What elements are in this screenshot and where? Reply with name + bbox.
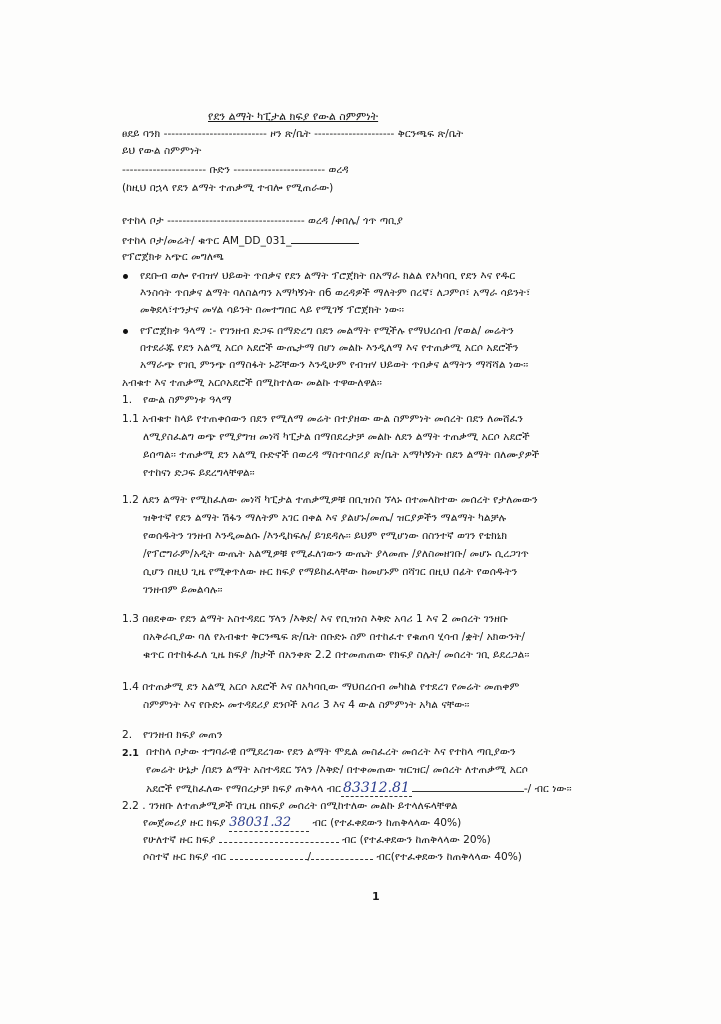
section-2-heading: የገንዘብ ክፍያ መጠን [143, 729, 223, 741]
section-2-number: 2. [122, 729, 133, 741]
clause-1-2-line-4: /የፕሮግራም/አዲት ውጤት አልሚዎቹ የሚፈለገውን ውጤት ያላመጡ /ያለስመዘገቡ/ መሆኑ ሲረጋገጥ [143, 548, 529, 560]
clause-1-1-line-3: ይሰጣል፡፡ ተጠቃሚ ደን አልሚ ቡድኖች በወረዳ ማስተባበሪያ ጽ/ቤት አማካኝነት በደን ልማት በለሙያዎች [143, 449, 540, 461]
clause-1-3-line-3: ቁጥር በተከፋፈለ ጊዜ ክፍያ /ክታች በአንቀጽ 2.2 በተመጠጠው የክፍያ ስሌት/ መሰረት ገቢ ይደረጋል፡፡ [143, 649, 530, 661]
header-line-agreement: ይህ የውል ስምምነት [122, 145, 202, 157]
clause-1-2-line-1: 1.2 ለደን ልማት የሚከፈለው መነሻ ካፒታል ተጠቃሚዎቹ በቢዝነስ ኘላኑ በተመላከተው መሰረት የታለመውን [122, 494, 538, 506]
total-payment-blank [412, 781, 524, 792]
clause-1-1-line-2: ለሚያስፈልግ ወጭ የሚያግዝ መነሻ ካፒታል በማበደረታቻ መልኩ ለደን ልማት ተጠቃሚ አርሶ አደሮች [143, 431, 530, 443]
clause-1-2-line-2: ዝቅተኛ የደን ልማት ሽፋን ማለትም አገር በቀል እና ያልሆኑ/መጤ/ ዝርያዎችን ማልማት ካልቻሉ [143, 512, 507, 524]
location-number-label: የተከላ ቦታ/መሬት/ ቁጥር AM_DD_031_ [122, 235, 292, 247]
installment-row [143, 832, 491, 848]
clause-1-3-line-2: በአቅራቢያው ባለ የአብቁተ ቅርንጫፍ ጽ/ቤት በቡድኑ ስም በተከፈተ የቁጠባ ሂሳብ /ቋት/ አክውንት/ [143, 631, 525, 643]
bullet-1-line-2: እንስሳት ጥበቃና ልማት ባለስልጣን አማካኝነት በ6 ወረዳዎች ማለትም በረኛ፣ ለጋምቦ፣ አማራ ሳይንት፣ [140, 287, 531, 299]
installment-amount-blank [230, 849, 308, 860]
clause-1-1-line-4: የተከናነ ድጋፍ ይደረግላቸዋል፡፡ [143, 467, 255, 479]
installment-row [143, 815, 461, 832]
clause-1-3-line-1: 1.3 በፀደቀው የደን ልማት አስተዳደር ኘላን /እቅድ/ እና የቢዝነስ እቅድ አባሪ 1 እና 2 መሰረት ገንዘቡ [122, 613, 509, 625]
bullet-1-line-3: መቅደላ፣ተንታና መሃል ሳይንት በመተግበር ላይ የሚገኝ ፕሮጀክት ነው፡፡ [140, 304, 405, 316]
installment-amount-blank [219, 832, 339, 843]
agreement-intro: አብቁተ እና ተጠቃሚ አርሶአደሮች በሚከተለው መልኩ ተዋውለዋል፡፡ [122, 377, 382, 389]
clause-1-2-line-6: ገንዘብም ይመልሳሉ፡፡ [143, 584, 223, 596]
section-1-heading: የውል ስምምነቱ ዓላማ [143, 394, 232, 406]
bullet-1-line-1: የደቡብ ወሎ የብዝሃ ህይወት ጥበቃና የደን ልማት ፕሮጀክት በአማራ ክልል የአካባቢ የደን እና የዱር [140, 270, 516, 282]
page-number: 1 [372, 890, 380, 903]
clause-2-1-number: 2.1 [122, 748, 139, 759]
installment-amount-blank [311, 849, 373, 860]
clause-1-4-line-2: ስምምነት እና የቡድኑ መተዳደሪያ ደንቦች አባሪ 3 እና 4 ውል ስምምነት አካል ናቸው፡፡ [143, 699, 470, 711]
location-line-number [122, 233, 359, 248]
section-1-number: 1. [122, 394, 133, 406]
clause-1-2-line-5: ሲሆን በዚህ ጊዜ የሚቀጥለው ዙር ክፍያ የማይከፈላቸው ከመሆኑም በሻገር በዚህ በፊት የወሰዱትን [143, 566, 518, 578]
document-title: የደን ልማት ካፒታል ክፍያ የውል ስምምነት [208, 110, 379, 123]
clause-2-1-line-2: የመሬት ሁኔታ /በደን ልማት አስተዳደር ኘላን /እቅድ/ በተቀመጠው ዝርዝር/ መሰረት ለተጠቃሚ አርሶ [146, 764, 528, 776]
installment-row: ሶስተኛ ዙር ክፍያ ብር / ብር(የተፈቀደውን ከጠቅላላው 40%) [143, 851, 522, 863]
location-number-blank [291, 233, 359, 244]
header-line-note: (ከዚህ በኋላ የደን ልማት ተጠቃሚ ተብሎ የሚጠራው) [122, 182, 334, 194]
bullet-2-line-2: በተደራጁ የደን አልሚ አርሶ አደሮች ውጤታማ በሆነ መልኩ እንዲለማ እና የተጠቃሚ አርሶ አደሮችን [140, 342, 519, 354]
clause-1-2-line-3: የወሰዱትን ገንዘብ እንዲመልሱ /እንዲከፍሉ/ ይገደዳሉ፡፡ ይህም የሚሆነው በስንተኛ ወገን የቴክኒክ [143, 530, 508, 542]
bullet-dot [123, 329, 128, 334]
total-payment-amount: 83312.81 [343, 780, 410, 796]
bullet-dot [123, 274, 128, 279]
installment-label: የሁለተኛ ዙር ክፍያ [143, 834, 216, 846]
installment-label: ሶስተኛ ዙር ክፍያ ብር [143, 851, 227, 863]
clause-2-1-line-3 [146, 780, 572, 797]
project-summary-heading: የፕሮጀክቱ አጭር መግለጫ [122, 251, 224, 263]
clause-1-1-line-1: 1.1 አብቁተ ከላይ የተጠቀሰውን በደን የሚለማ መሬት በተያዘው ውል ስምምነት መሰረት በደን ለመሸፈን [122, 413, 524, 425]
bullet-2-line-1: የፕሮጀክቱ ዓላማ :- የገንዘብ ድጋፍ በማድረግ በደን መልማት የሚችሉ የማህረሰብ /የወል/ መሬትን [140, 325, 514, 337]
installment-amount: 38031.32 [229, 815, 309, 832]
bullet-2-line-3: አማራጭ የገቢ ምንጭ በማስፋት ኑሯቸውን እንዲሁም የብዝሃ ህይወት ጥበቃና ልማትን ማሻሻል ነው፡፡ [140, 359, 529, 371]
installment-note: ብር(የተፈቀደውን ከጠቅላላው 40%) [376, 851, 522, 863]
installment-note: ብር (የተፈቀደውን ከጠቅላላው 20%) [342, 834, 491, 846]
clause-2-1-line-3-text: አደሮች የሚከፈለው የማበረታቻ ክፍያ ጠቅላላ ብር [146, 783, 342, 795]
clause-2-2-intro: 2.2 . ገንዘቡ ለተጠቃሚዎች በጊዜ በክፍያ መሰረት በሚከተለው መልኩ ይተላለፍላቸዋል [122, 800, 458, 812]
clause-1-4-line-1: 1.4 በተጠቃሚ ደን አልሚ አርሶ አደሮች እና በአካባቢው ማህበረሰብ መካከል የተደረገ የመሬት መጠቀም [122, 681, 520, 693]
installment-label: የመጀመሪያ ዙር ክፍያ [143, 817, 226, 829]
clause-2-1-line-1: በተከላ ቦታው ተግባራዊ በሚደረገው የደን ልማት ሞዴል መስፈረት መሰረት እና የተከላ ጣቢያውን [146, 746, 516, 758]
location-line-site: የተከላ ቦታ ------------------------------------ ወረዳ /ቀበሌ/ ጎጥ ጣቢያ [122, 215, 403, 227]
header-line-group: ---------------------- ቡድን ------------------------ ወረዳ [122, 164, 349, 176]
header-line-bank: ፀደይ ባንክ --------------------------- ዞን ጽ/ቤት --------------------- ቅርንጫፍ ጽ/ቤት [122, 128, 464, 140]
installment-note: ብር (የተፈቀደውን ከጠቅላላው 40%) [312, 817, 462, 829]
total-payment-suffix: -/ ብር ነው፡፡ [523, 783, 572, 795]
